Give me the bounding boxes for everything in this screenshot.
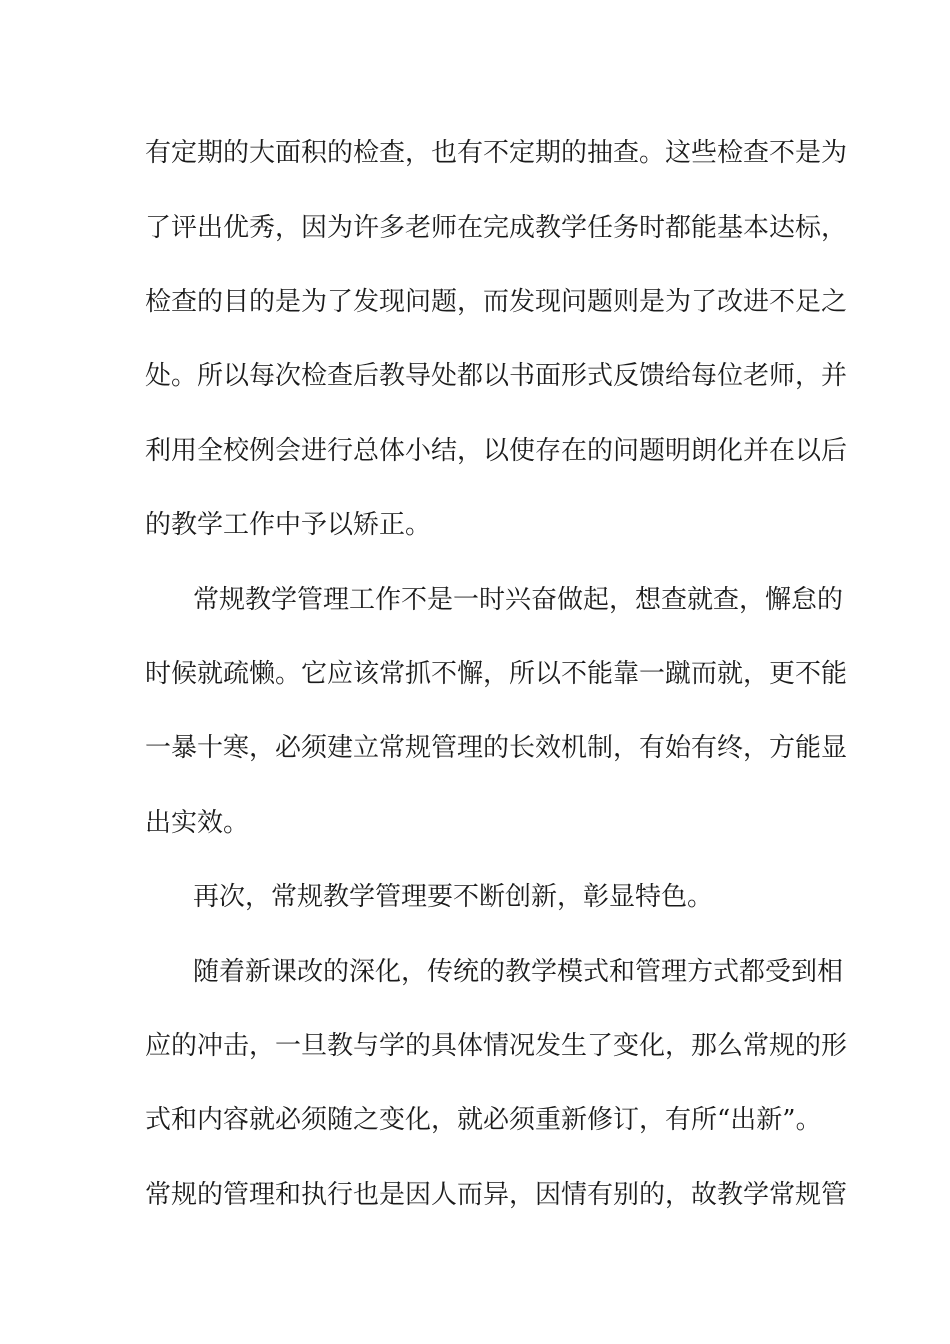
text-line: 的教学工作中予以矫正。 — [145, 510, 432, 540]
text-line: 应的冲击，一旦教与学的具体情况发生了变化，那么常规的形 — [145, 1031, 848, 1061]
paragraph-first-line: 再次，常规教学管理要不断创新，彰显特色。 — [193, 882, 714, 912]
text-line: 检查的目的是为了发现问题，而发现问题则是为了改进不足之 — [145, 287, 848, 317]
paragraph-first-line: 常规教学管理工作不是一时兴奋做起，想查就查，懈怠的 — [193, 585, 844, 615]
text-line: 式和内容就必须随之变化，就必须重新修订，有所“出新”。 — [145, 1105, 822, 1135]
text-line: 利用全校例会进行总体小结，以使存在的问题明朗化并在以后 — [145, 436, 848, 466]
paragraph-first-line: 随着新课改的深化，传统的教学模式和管理方式都受到相 — [193, 957, 844, 987]
text-line: 有定期的大面积的检查，也有不定期的抽查。这些检查不是为 — [145, 138, 848, 168]
text-line: 处。所以每次检查后教导处都以书面形式反馈给每位老师，并 — [145, 361, 848, 391]
text-line: 出实效。 — [145, 808, 250, 838]
text-line: 时候就疏懒。它应该常抓不懈，所以不能靠一蹴而就，更不能 — [145, 659, 848, 689]
text-line: 了评出优秀，因为许多老师在完成教学任务时都能基本达标， — [145, 213, 848, 243]
text-line: 一暴十寒，必须建立常规管理的长效机制，有始有终，方能显 — [145, 733, 848, 763]
text-line: 常规的管理和执行也是因人而异，因情有别的，故教学常规管 — [145, 1180, 848, 1210]
